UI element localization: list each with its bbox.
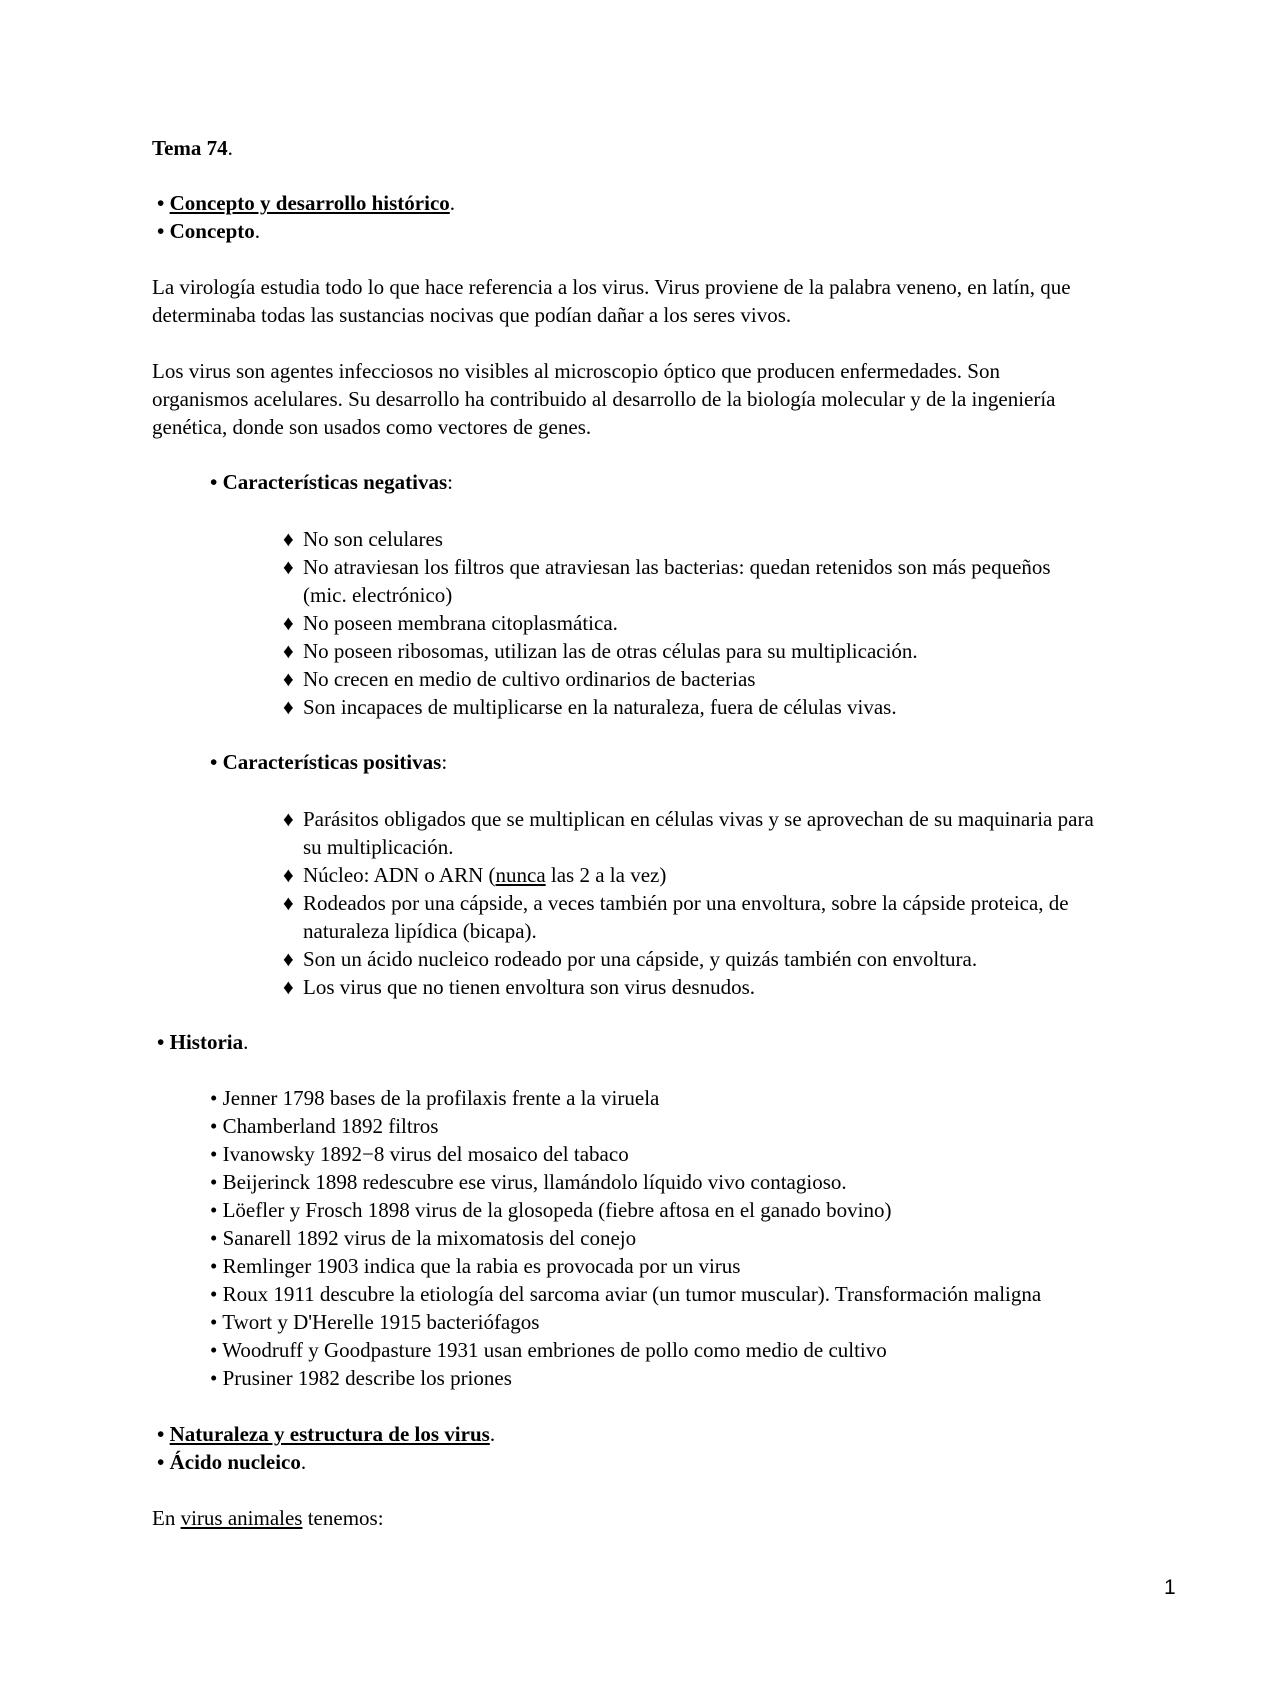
list-item: • Beijerinck 1898 redescubre ese virus, llamándolo líquido vivo contagioso. — [210, 1170, 847, 1194]
list-item: Núcleo: ADN o ARN (nunca las 2 a la vez) — [303, 863, 667, 887]
subheading-historia: • Historia. — [157, 1030, 249, 1054]
section-heading-naturaleza: • Naturaleza y estructura de los virus. — [157, 1422, 496, 1446]
subheading-positivas: • Características positivas: — [210, 750, 448, 774]
subheading-acido-nucleico: • Ácido nucleico. — [157, 1450, 307, 1474]
list-item: • Remlinger 1903 indica que la rabia es provocada por un virus — [210, 1254, 741, 1278]
diamond-bullet-icon: ♦ — [283, 947, 294, 971]
page-title: Tema 74. — [152, 136, 233, 160]
diamond-bullet-icon: ♦ — [283, 639, 294, 663]
list-item: • Twort y D'Herelle 1915 bacteriófagos — [210, 1310, 540, 1334]
list-item: Parásitos obligados que se multiplican en células vivas y se aprovechan de su maquinaria para — [303, 807, 1094, 831]
list-item: • Ivanowsky 1892−8 virus del mosaico del tabaco — [210, 1142, 629, 1166]
list-item: No crecen en medio de cultivo ordinarios de bacterias — [303, 667, 756, 691]
subheading-negativas: • Características negativas: — [210, 470, 453, 494]
diamond-bullet-icon: ♦ — [283, 611, 294, 635]
list-item: No son celulares — [303, 527, 443, 551]
list-item: Son incapaces de multiplicarse en la naturaleza, fuera de células vivas. — [303, 695, 897, 719]
diamond-bullet-icon: ♦ — [283, 863, 294, 887]
diamond-bullet-icon: ♦ — [283, 527, 294, 551]
list-item: No atraviesan los filtros que atraviesan las bacterias: quedan retenidos son más pequeños — [303, 555, 1051, 579]
list-item-continuation: su multiplicación. — [303, 835, 454, 859]
diamond-bullet-icon: ♦ — [283, 695, 294, 719]
list-item-continuation: (mic. electrónico) — [303, 583, 453, 607]
title-text: Tema 74 — [152, 136, 228, 160]
list-item: Son un ácido nucleico rodeado por una cápside, y quizás también con envoltura. — [303, 947, 978, 971]
list-item: Los virus que no tienen envoltura son virus desnudos. — [303, 975, 756, 999]
subheading-concepto: • Concepto. — [157, 219, 261, 243]
section-heading-text: Concepto y desarrollo histórico — [169, 191, 450, 215]
list-item: Rodeados por una cápside, a veces también por una envoltura, sobre la cápside proteica, de — [303, 891, 1069, 915]
section-heading-concepto-desarrollo: • Concepto y desarrollo histórico. — [157, 191, 456, 215]
list-item: No poseen ribosomas, utilizan las de otras células para su multiplicación. — [303, 639, 918, 663]
list-item: • Woodruff y Goodpasture 1931 usan embriones de pollo como medio de cultivo — [210, 1338, 887, 1362]
list-item: • Prusiner 1982 describe los priones — [210, 1366, 512, 1390]
list-item: • Chamberland 1892 filtros — [210, 1114, 439, 1138]
diamond-bullet-icon: ♦ — [283, 807, 294, 831]
paragraph-virus-animales: En virus animales tenemos: — [152, 1506, 384, 1530]
list-item: • Sanarell 1892 virus de la mixomatosis del conejo — [210, 1226, 637, 1250]
diamond-bullet-icon: ♦ — [283, 667, 294, 691]
page-number: 1 — [1164, 1576, 1176, 1599]
document-page: Tema 74. • Concepto y desarrollo histórico. • Concepto. La virología estudia todo lo que hace referencia a los virus. Virus proviene de la palabra veneno, en latín, que determinaba todas las sustancias nocivas que podían dañar a los seres vivos. Los virus son agentes infecciosos no visibles al microscopio óptico que producen enfermedades. Son organismos acelulares. Su desarrollo ha contribuido al desarrollo de la biología molecular y de la ingeniería genética, donde son usados como vectores de genes. • Características negativas: ♦ No son celulares ♦ No atraviesan los filtros que atraviesan las bacterias: quedan retenidos son más pequeños (mic. electrónico) ♦ No poseen membrana citoplasmática. ♦ No poseen ribosomas, utilizan las de otras células para su multiplicación. ♦ No crecen en medio de cultivo ordinarios de bacterias ♦ Son incapaces de multiplicarse en la naturaleza, fuera de células vivas. • Características positivas: ♦ Parásitos obligados que se multiplican en células vivas y se aprovechan de su maquinaria para su multiplicación. ♦ Núcleo: ADN o ARN (nunca las 2 a la vez) ♦ Rodeados por una cápside, a veces también por una envoltura, sobre la cápside proteica, de naturaleza lipídica (bicapa). ♦ Son un ácido nucleico rodeado por una cápside, y quizás también con envoltura. ♦ Los virus que no tienen envoltura son virus desnudos. • Historia. • Jenner 1798 bases de la profilaxis frente a la viruela • Chamberland 1892 filtros • Ivanowsky 1892−8 virus del mosaico del tabaco • Beijerinck 1898 redescubre ese virus, llamándolo líquido vivo contagioso. • Löefler y Frosch 1898 virus de la glosopeda (fiebre aftosa en el ganado bovino) • Sanarell 1892 virus de la mixomatosis del conejo • Remlinger 1903 indica que la rabia es provocada por un virus • Roux 1911 descubre la etiología del sarcoma aviar (un tumor muscular). Transformación maligna • Twort y D'Herelle 1915 bacteriófagos • Woodruff y Goodpasture 1931 usan embriones de pollo como medio de cultivo • Prusiner 1982 describe los priones • Naturaleza y estructura de los virus. • Ácido nucleico. En virus animales tenemos: 1 — [152, 136, 1176, 1599]
list-item: • Roux 1911 descubre la etiología del sarcoma aviar (un tumor muscular). Transformación maligna — [210, 1282, 1042, 1306]
list-item-continuation: naturaleza lipídica (bicapa). — [303, 919, 537, 943]
diamond-bullet-icon: ♦ — [283, 975, 294, 999]
list-item: • Jenner 1798 bases de la profilaxis frente a la viruela — [210, 1086, 660, 1110]
list-item: • Löefler y Frosch 1898 virus de la glosopeda (fiebre aftosa en el ganado bovino) — [210, 1198, 892, 1222]
list-item: No poseen membrana citoplasmática. — [303, 611, 618, 635]
diamond-bullet-icon: ♦ — [283, 891, 294, 915]
diamond-bullet-icon: ♦ — [283, 555, 294, 579]
